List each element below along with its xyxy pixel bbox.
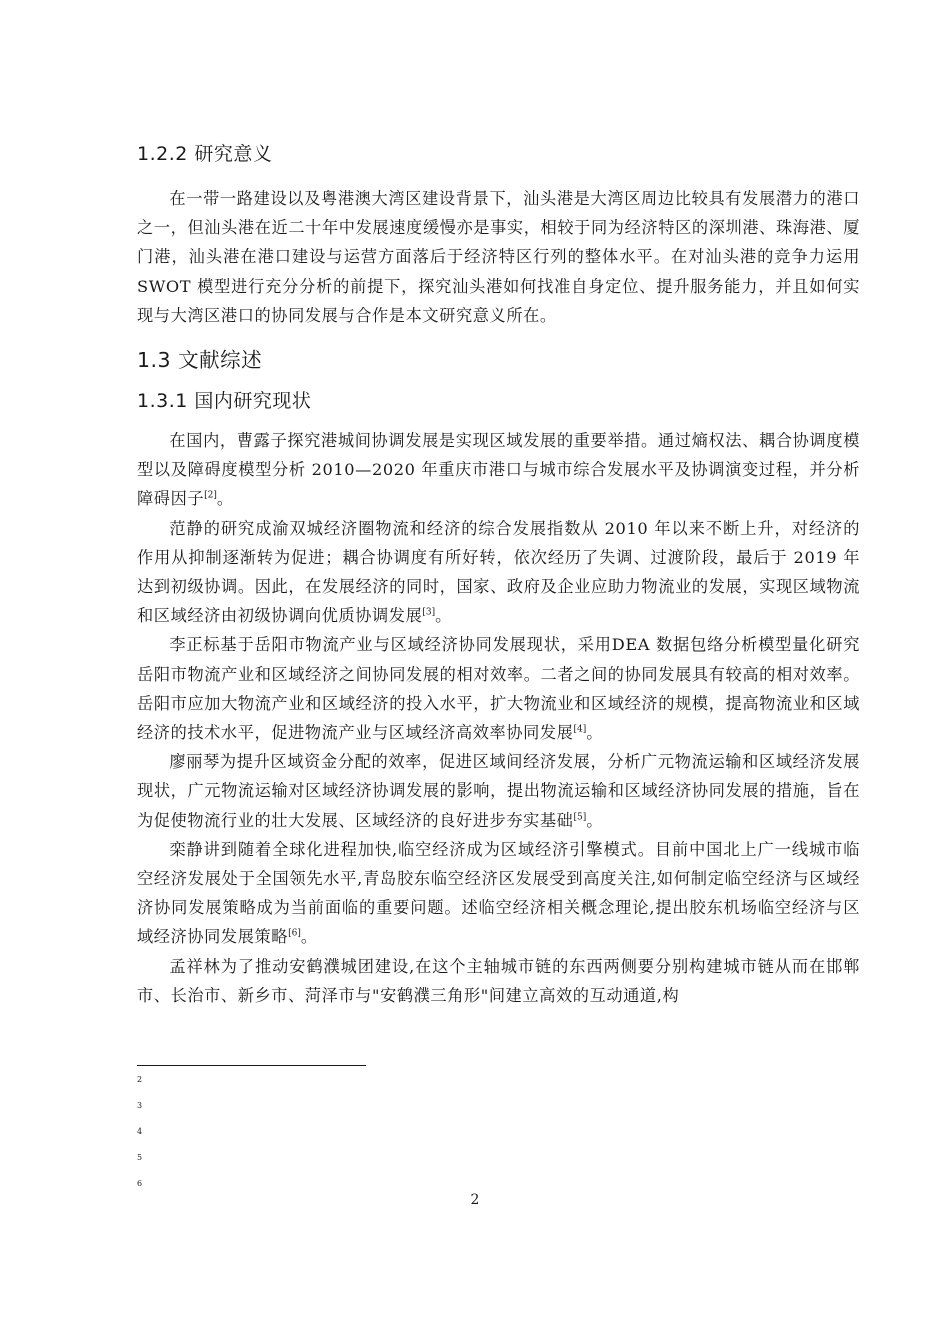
paragraph-li: [137, 630, 860, 747]
paragraph-research-significance: 在一带一路建设以及粤港澳大湾区建设背景下，汕头港是大湾区周边比较具有发展潜力的港口之一，但汕头港在近二十年中发展速度缓慢亦是事实，相较于同为经济特区的深圳港、珠海港、厦门港，汕头港在港口建设与运营方面落后于经济特区行列的整体水平。在对汕头港的竞争力运用 SWOT 模型进行充分分析的前提下，探究汕头港如何找准自身定位、提升服务能力，并且如何实现与大湾区港口的协同发展与合作是本文研究意义所在。: [137, 189, 860, 325]
page-number: 2: [470, 1192, 480, 1208]
paragraph-luan-text: 栾静讲到随着全球化进程加快,临空经济成为区域经济引擎模式。目前中国北上广一线城市临空经济发展处于全国领先水平,青岛胶东临空经济区发展受到高度关注,如何制定临空经济与区域经济协同发展策略成为当前面临的重要问题。述临空经济相关概念理论,提出胶东机场临空经济与区域经济协同发展策略: [137, 839, 860, 947]
paragraph-fan-end: 。: [435, 606, 452, 626]
paragraph-cao-text: 在国内，曹露子探究港城间协调发展是实现区域发展的重要举措。通过熵权法、耦合协调度模型以及障碍度模型分析 2010—2020 年重庆市港口与城市综合发展水平及协调演变过程，并分析障碍因子: [137, 431, 860, 509]
heading-1-3: 1.3 文献综述: [137, 348, 263, 373]
footnote-4: 4: [137, 1127, 143, 1136]
paragraph-liao-end: 。: [586, 810, 604, 830]
paragraph-luan: [137, 835, 860, 952]
paragraph-fan-text: 范静的研究成渝双城经济圈物流和经济的综合发展指数从 2010 年以来不断上升，对经济的作用从抑制逐渐转为促进；耦合协调度有所好转，依次经历了失调、过渡阶段，最后于 2019 年达到初级协调。因此，在发展经济的同时，国家、政府及企业应助力物流业的发展，实现区域物流和区域经济由初级协调向优质协调发展: [137, 518, 860, 626]
paragraph-fan: [137, 514, 860, 631]
paragraph-cao-end: 。: [216, 489, 234, 509]
paragraph-meng: 孟祥林为了推动安鹤濮城团建设,在这个主轴城市链的东西两侧要分别构建城市链从而在邯郸市、长治市、新乡市、菏泽市与"安鹤濮三角形"间建立高效的互动通道,构: [137, 956, 860, 1005]
heading-1-3-1: 1.3.1 国内研究现状: [137, 390, 312, 413]
footnote-5: 5: [137, 1153, 143, 1162]
citation-6: [6]: [288, 929, 301, 940]
footnotes: [137, 1072, 437, 1202]
citation-5: [5]: [573, 812, 587, 823]
paragraph-li-text: 李正标基于岳阳市物流产业与区域经济协同发展现状，采用DEA 数据包络分析模型量化研究岳阳市物流产业和区域经济之间协同发展的相对效率。二者之间的协同发展具有较高的相对效率。岳阳市应加大物流产业和区域经济的投入水平，扩大物流业和区域经济的规模，提高物流业和区域经济的技术水平，促进物流产业与区域经济高效率协同发展: [137, 635, 860, 743]
footnote-6: 6: [137, 1179, 143, 1188]
citation-2: [2]: [204, 491, 217, 502]
footnote-2: 2: [137, 1075, 143, 1084]
heading-1-2-2: 1.2.2 研究意义: [137, 143, 273, 165]
citation-4: [4]: [573, 724, 587, 735]
paragraph-cao: [137, 426, 860, 514]
paragraph-liao-text: 廖丽琴为提升区域资金分配的效率，促进区域间经济发展，分析广元物流运输和区域经济发展现状，广元物流运输对区域经济协调发展的影响，提出物流运输和区域经济协同发展的措施，旨在为促使物流行业的壮大发展、区域经济的良好进步夯实基础: [137, 752, 860, 830]
paragraph-liao: [137, 747, 860, 835]
paragraph-luan-end: 。: [300, 927, 318, 947]
citation-3: [3]: [422, 607, 436, 618]
page-content: [137, 133, 860, 1010]
footnote-divider: [137, 1065, 366, 1066]
paragraph-li-end: 。: [586, 723, 604, 743]
footnote-3: 3: [137, 1101, 143, 1110]
